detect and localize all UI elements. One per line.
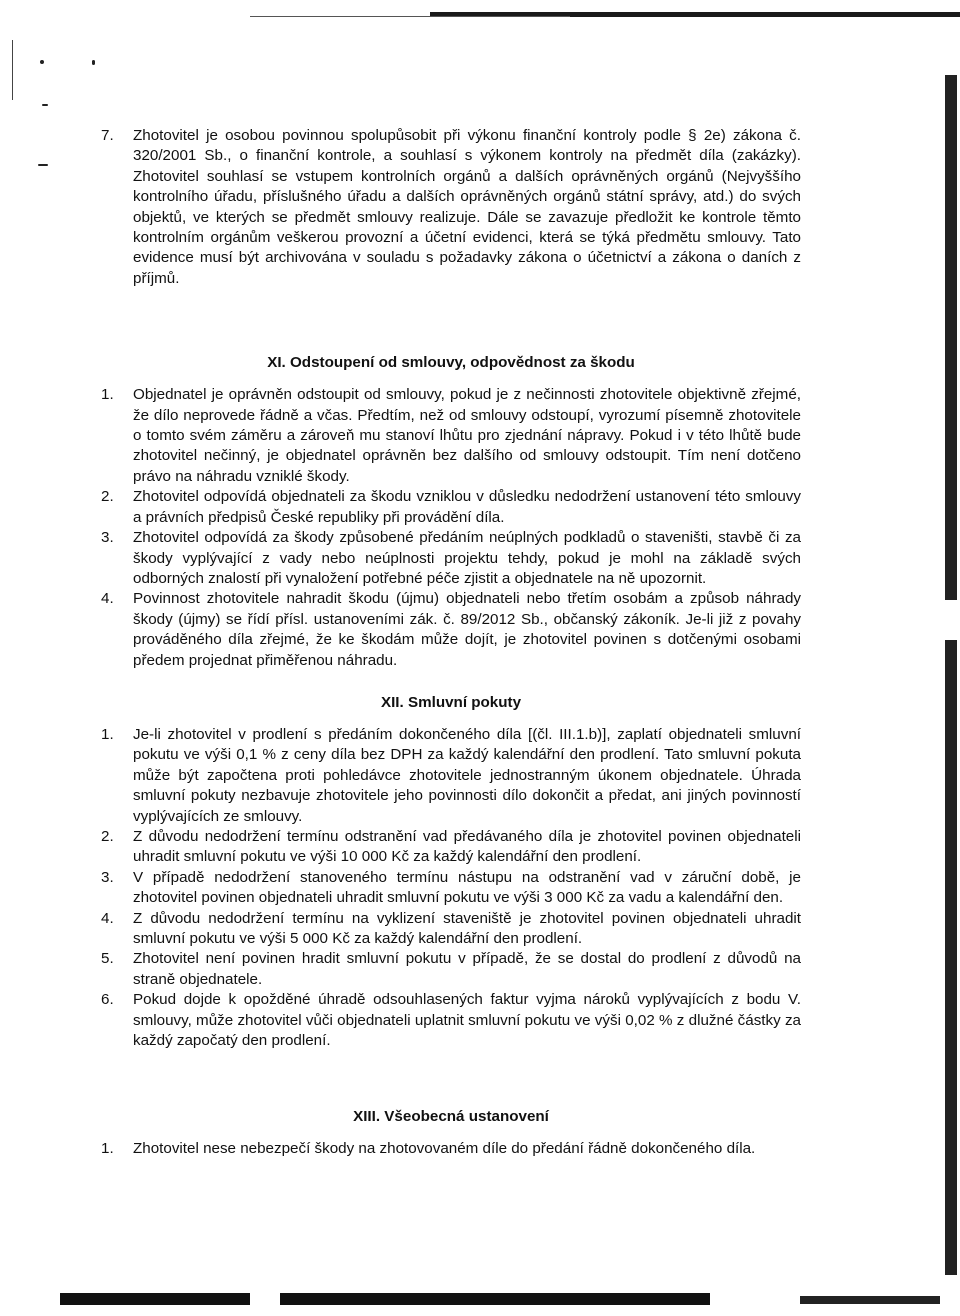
scan-speck [40,60,44,64]
item-number: 4. [101,590,114,608]
list-item [101,589,801,671]
list-item [101,868,801,909]
item-text: Pokud dojde k opožděné úhradě odsouhlasených faktur vyjma nároků vyplývajících z bodu V. smlouvy, může zhotovitel vůči objednateli uplatnit smluvní pokutu ve výši 0,02 % z dlužné částky za každý započatý den prodlení. [133,991,801,1050]
item-text: Zhotovitel odpovídá za škody způsobené předáním neúplných podkladů o staveništi, stavbě či za škody vyplývající z vady nebo neúplnosti projektu tehdy, pokud je mohl na základě svých odborných znalostí při vynaložení potřebné péče zjistit a objednatele na ně upozornit. [133,529,801,587]
list-item [101,949,801,990]
item-number: 5. [101,950,114,968]
item-text: Objednatel je oprávněn odstoupit od smlouvy, pokud je z nečinnosti zhotovitele objektivně zřejmé, že dílo neprovede řádně a včas. Předtím, než od smlouvy odstoupí, vyrozumí písemně zhotovitele o tomto svém záměru a zároveň mu stanoví lhůtu pro zjednání nápravy. Pokud i v této lhůtě bude zhotovitel nečinný, je objednatel oprávněn bez dalšího od smlouvy odstoupit. Tím není dotčeno právo na náhradu vzniklé škody. [133,386,801,485]
item-number: 4. [101,909,114,927]
item-text: Z důvodu nedodržení termínu na vyklizení staveniště je zhotovitel povinen objednateli uhradit smluvní pokutu ve výši 5 000 Kč za každý kalendářní den prodlení. [133,909,801,947]
list-item [101,1139,801,1159]
item-number: 7. [101,127,114,144]
item-text: Zhotovitel je osobou povinnou spolupůsobit při výkonu finanční kontroly podle § 2e) zákona č. 320/2001 Sb., o finanční kontrole, a souhlasí s výkonem kontroly na předmět díla (zakázky). Zhotovitel souhlasí se vstupem kontrolních orgánů a dalších oprávněných orgánů (Nejvyššího kontrolního úřadu, příslušného úřadu a dalších oprávněných orgánů státní správy, atd.) do svých objektů, ve kterých se předmět smlouvy realizuje. Dále se zavazuje předložit ke kontrole těmto kontrolním orgánům veškerou provozní a účetní evidenci, která se týká předmětu smlouvy. Tato evidence musí být archivována v souladu s požadavky zákona o účetnictví a zákona o daních z příjmů. [133,127,801,287]
item-number: 3. [101,529,114,547]
list-item [101,827,801,868]
item-text: Je-li zhotovitel v prodlení s předáním dokončeného díla [(čl. III.1.b)], zaplatí objednateli smluvní pokutu ve výši 0,1 % z ceny díla bez DPH za každý kalendářní den prodlení. Tato smluvní pokuta může být započtena proti pohledávce zhotovitele jednostranným úkonem objednatele. Úhrada smluvní pokuty nezbavuje zhotovitele jeho povinnosti dílo dokončit a předat, ani jiných povinností vyplývajících ze smlouvy. [133,725,801,825]
list-item [101,528,801,589]
list-item [101,487,801,528]
item-text: Zhotovitel není povinen hradit smluvní pokutu v případě, že se dostal do prodlení z důvodů na straně objednatele. [133,950,801,988]
scan-edge-top-thin [250,16,570,17]
list-item [101,385,801,487]
section-heading-xiii: XIII. Všeobecná ustanovení [353,1108,549,1126]
section-heading-xii: XII. Smluvní pokuty [380,693,522,711]
scan-edge-bottom-gap [250,1293,280,1305]
item-number: 6. [101,991,114,1009]
scan-speck [92,60,95,65]
item-number: 1. [101,1140,114,1158]
item-number: 1. [101,386,114,404]
scan-edge-bottom-right [800,1296,940,1304]
section-heading-xi: XI. Odstoupení od smlouvy, odpovědnost za škodu [267,354,635,372]
item-number: 1. [101,725,114,743]
item-text: V případě nedodržení stanoveného termínu nástupu na odstranění vad v záruční době, je zhotovitel povinen objednateli uhradit smluvní pokutu ve výši 3 000 Kč za vadu a kalendářní den. [133,868,801,907]
item-text: Zhotovitel nese nebezpečí škody na zhotovovaném díle do předání řádně dokončeného díla. [133,1140,756,1158]
scan-speck [38,164,48,166]
list-item [101,990,801,1051]
scan-edge-bottom [60,1293,710,1305]
document-page [101,126,801,1160]
item-text: Z důvodu nedodržení termínu odstranění vad předávaného díla je zhotovitel povinen objednateli uhradit smluvní pokutu ve výši 10 000 Kč za každý kalendářní den prodlení. [133,827,801,866]
scan-speck [42,104,48,106]
scan-edge-right [945,75,957,1275]
item-text: Zhotovitel odpovídá objednateli za škodu vzniklou v důsledku nedodržení ustanovení této smlouvy a právních předpisů České republiky při provádění díla. [133,488,801,526]
item-number: 3. [101,868,114,886]
scan-edge-right-gap [945,600,957,640]
list-item [101,909,801,950]
item-number: 2. [101,827,114,845]
list-item [101,725,801,827]
scan-edge-left [12,40,13,100]
item-number: 2. [101,488,114,506]
item-text: Povinnost zhotovitele nahradit škodu (újmu) objednateli nebo třetím osobám a způsob náhrady škody (újmy) se řídí přísl. ustanoveními zák. č. 89/2012 Sb., občanský zákoník. Je-li již z povahy prováděného díla zřejmé, že ke škodám může dojít, je zhotovitel povinen s dotčenými osobami předem projednat přiměřenou náhradu. [133,590,801,669]
list-item [101,126,801,289]
